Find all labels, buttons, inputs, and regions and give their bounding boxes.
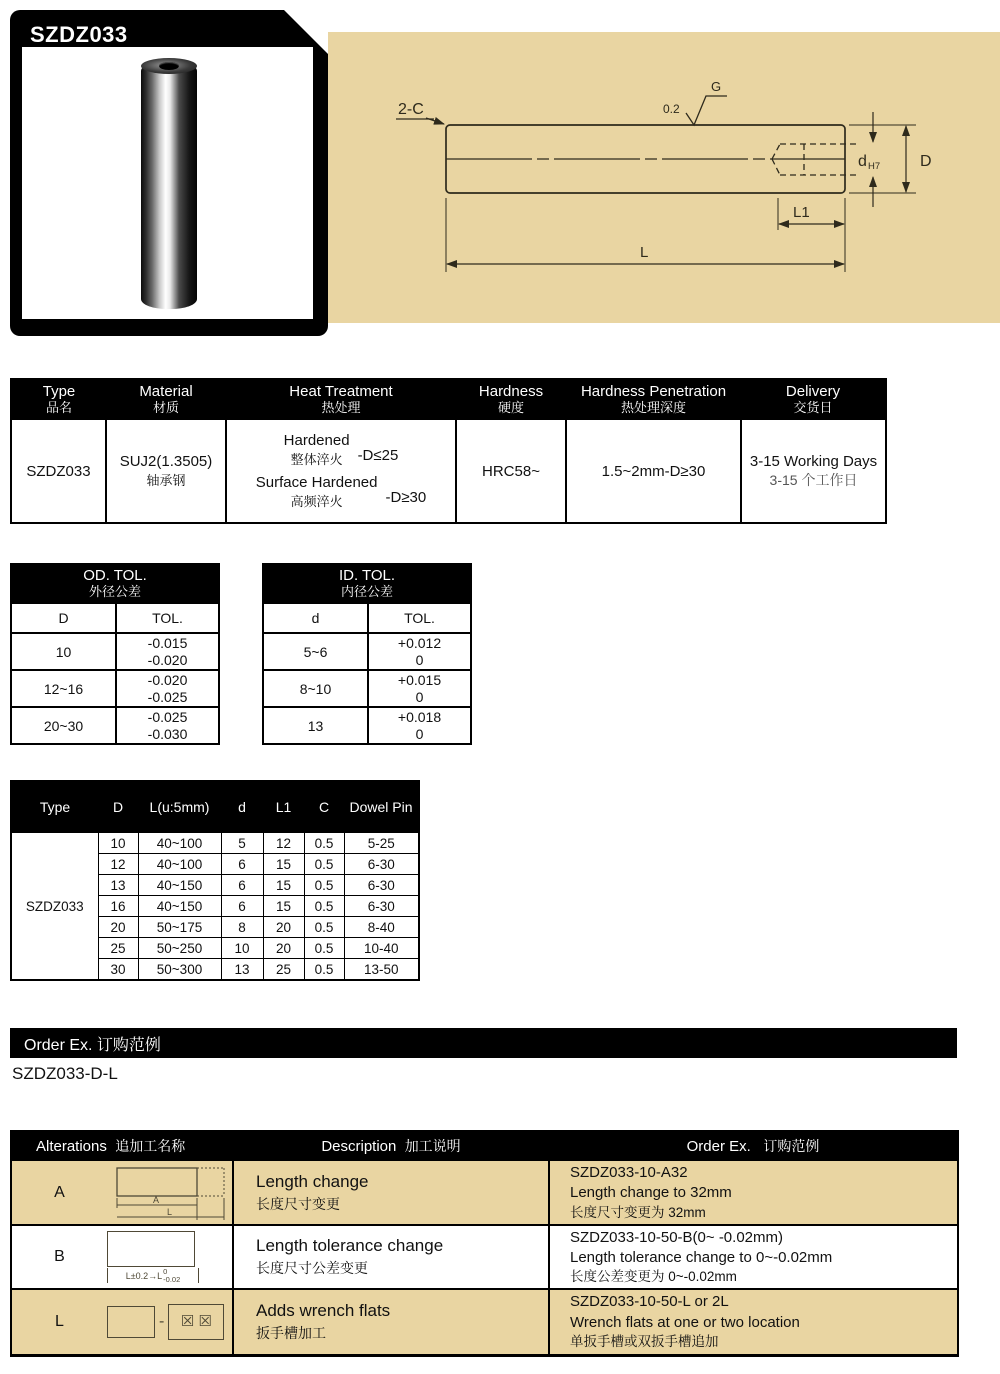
svg-text:L: L — [167, 1206, 173, 1217]
product-code-title: SZDZ033 — [30, 22, 128, 47]
l1-dimension-label: L1 — [793, 204, 810, 221]
spec-header-type: Type — [42, 382, 76, 400]
inner-diameter-label: d — [858, 153, 867, 170]
spec-heat-treatment-cell: Hardened 整体淬火 -D≤25 Surface Hardened 高频淬火 -D≥30 — [226, 419, 456, 523]
roughness-value-label: 0.2 — [663, 102, 680, 116]
spec-penetration-cell: 1.5~2mm-D≥30 — [566, 419, 741, 523]
alteration-b-diagram: L±0.2→L 0 -0.02 — [107, 1231, 199, 1283]
alteration-b-description: Length tolerance change — [256, 1236, 444, 1255]
pin-top-face — [141, 58, 197, 74]
alteration-a-order-example: SZDZ033-10-A32 — [570, 1164, 688, 1182]
alterations-table — [10, 1130, 959, 1357]
spec-table — [10, 378, 887, 524]
product-photo — [22, 47, 313, 319]
alterations-header-col3: Order Ex. 订购范例 — [549, 1131, 958, 1160]
alteration-b-order-example: SZDZ033-10-50-B(0~ -0.02mm) — [570, 1228, 783, 1246]
od-table-title: OD. TOL. 外径公差 — [11, 564, 219, 603]
table-row: 20 50~175 8 20 0.5 8-40 — [11, 917, 419, 938]
spec-header-hardness-penetration: Hardness Penetration — [580, 382, 727, 400]
alteration-code-b: B — [54, 1248, 65, 1265]
table-row: 30 50~300 13 25 0.5 13-50 — [11, 959, 419, 981]
spec-material-cell: SUJ2(1.3505) 轴承钢 — [106, 419, 226, 523]
inner-diameter-tolerance-label: H7 — [868, 161, 881, 172]
spec-header-material: Material — [139, 382, 193, 400]
table-row: 8~10 +0.015 0 — [263, 670, 471, 707]
id-table-title: ID. TOL. 内径公差 — [263, 564, 471, 603]
table-row: 5~6 +0.012 0 — [263, 633, 471, 670]
table-row: 12~16 -0.020 -0.025 — [11, 670, 219, 707]
alteration-row-l: L - ☒ ☒ Adds wrench flats 扳手槽加工 SZDZ033-10-50-L or 2L Wrench flats at one or two location 单扳手槽或双扳手槽追加 — [11, 1289, 958, 1355]
l-dimension-label: L — [640, 244, 649, 261]
table-row: 16 40~150 6 15 0.5 6-30 — [11, 896, 419, 917]
table-row: 13 40~150 6 15 0.5 6-30 — [11, 875, 419, 896]
table-row: 25 50~250 10 20 0.5 10-40 — [11, 938, 419, 959]
table-row: 13 +0.018 0 — [263, 707, 471, 744]
roughness-grade-label: G — [711, 79, 722, 94]
dimension-header-row: Type D L(u:5mm) d L1 C Dowel Pin — [11, 781, 419, 833]
technical-drawing — [328, 32, 1000, 323]
technical-drawing-panel — [328, 32, 1000, 323]
alteration-code-l: L — [55, 1312, 64, 1330]
od-table-subheader: D TOL. — [11, 603, 219, 633]
table-row: 20~30 -0.025 -0.030 — [11, 707, 219, 744]
spec-hardness-cell: HRC58~ — [456, 419, 566, 523]
id-table-subheader: d TOL. — [263, 603, 471, 633]
alterations-header-col2: Description 加工说明 — [233, 1131, 549, 1160]
pin-image — [141, 61, 197, 309]
od-tolerance-table — [10, 563, 220, 745]
alterations-header-row — [11, 1131, 958, 1160]
alteration-l-diagram: - ☒ ☒ — [107, 1304, 224, 1340]
pin-hole — [159, 62, 179, 70]
table-row: 12 40~100 6 15 0.5 6-30 — [11, 854, 419, 875]
outer-diameter-label: D — [920, 153, 932, 170]
alteration-l-order-example: SZDZ033-10-50-L or 2L — [570, 1293, 729, 1311]
spec-header-row: Type 品名 Material 材质 Heat Treatment 热处理 Hardness 硬度 Hardness Penetration 热处理深度 Delivery 交货日 — [11, 379, 886, 419]
dimension-table — [10, 780, 420, 981]
order-example-value: SZDZ033-D-L — [12, 1064, 118, 1083]
alteration-a-description: Length change — [256, 1171, 369, 1191]
table-row: SZDZ033 10 40~100 5 12 0.5 5-25 — [11, 833, 419, 854]
alteration-row-a: A A L Length change 长度尺寸变更 SZDZ033-10-A32 Length change to 32mm 长度尺寸变更为 32mm — [11, 1160, 958, 1225]
chamfer-label: 2-C — [398, 101, 424, 118]
product-header-box — [10, 10, 328, 336]
alteration-a-diagram — [107, 1164, 227, 1222]
id-tolerance-table — [262, 563, 472, 745]
wrench-flats-icon: ☒ ☒ — [168, 1304, 224, 1340]
spec-data-row — [11, 419, 886, 523]
spec-header-delivery: Delivery — [785, 382, 841, 400]
alteration-l-description: Adds wrench flats — [256, 1300, 391, 1320]
order-example-bar: Order Ex. 订购范例 — [10, 1028, 957, 1058]
alteration-row-b: B L±0.2→L 0 -0.02 Length tolerance change 长度尺寸公差变更 SZDZ033-10-50-B(0~ -0.02mm) Length tolerance change to 0~-0.02mm 长度公差变更为 0~-0.02mm — [11, 1225, 958, 1289]
spec-header-hardness: Hardness — [478, 382, 544, 400]
alteration-code-a: A — [54, 1183, 65, 1201]
dimension-type-cell: SZDZ033 — [11, 833, 98, 981]
spec-header-heat-treatment: Heat Treatment — [289, 382, 393, 400]
svg-text:A: A — [153, 1194, 160, 1205]
alterations-header-col1: Alterations 追加工名称 — [11, 1131, 233, 1160]
spec-delivery-cell: 3-15 Working Days 3-15 个工作日 — [741, 419, 886, 523]
spec-type-cell: SZDZ033 — [11, 419, 106, 523]
table-row: 10 -0.015 -0.020 — [11, 633, 219, 670]
